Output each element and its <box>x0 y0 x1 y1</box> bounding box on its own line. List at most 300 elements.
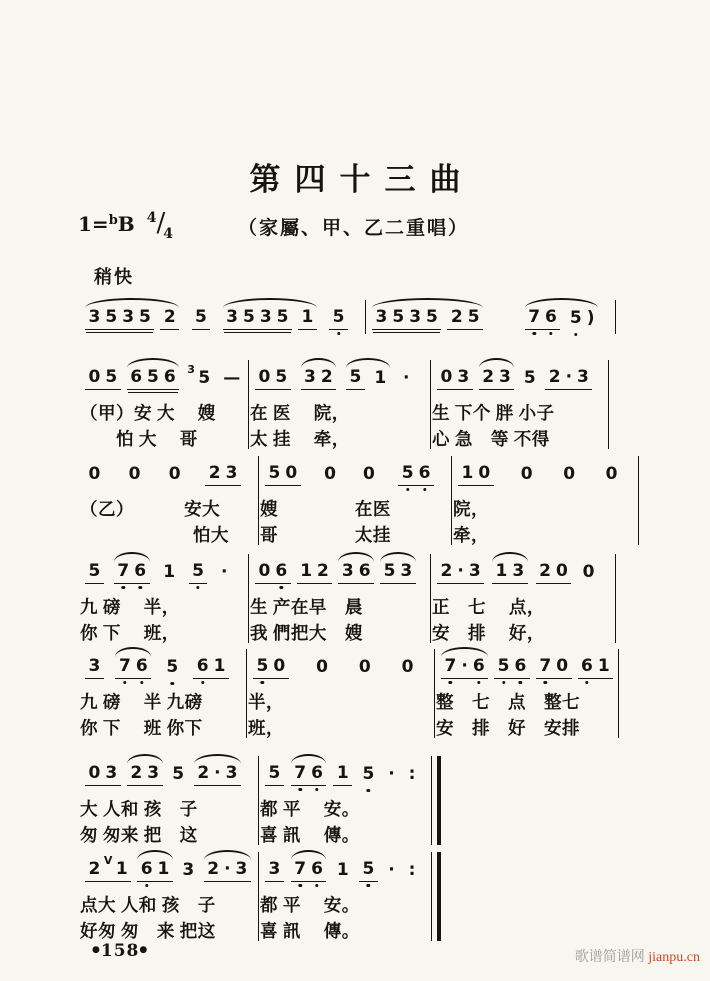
note-char: 3 <box>225 463 238 483</box>
note-char: 3 <box>457 367 470 387</box>
note-char: 2 <box>440 561 453 581</box>
slur-note-group <box>377 561 419 584</box>
watermark-site: 歌谱简谱网 <box>574 950 645 965</box>
note-char: 2 <box>163 307 176 327</box>
page-number-value: 158 <box>100 941 140 961</box>
ensemble-subtitle: （家屬、甲、乙二重唱） <box>238 218 470 239</box>
note-char: 0 <box>520 464 533 484</box>
note-char: · <box>214 763 221 783</box>
note-char: 5 <box>139 307 151 327</box>
note-token <box>205 463 241 486</box>
note-group <box>190 656 232 679</box>
lyric-cell: 都 平 安。 <box>260 895 360 915</box>
note-char: 3 <box>512 561 525 581</box>
notation-row <box>80 296 617 337</box>
measure <box>436 645 620 686</box>
note-token <box>189 561 208 584</box>
note-char: 1 <box>157 859 170 879</box>
note-token <box>602 464 621 486</box>
barline <box>246 649 247 738</box>
note-char: · <box>403 368 410 388</box>
note-char: 5 <box>268 463 281 483</box>
note-token <box>579 562 598 584</box>
note-char: 6 <box>275 561 288 581</box>
lyric-cell: 半， <box>248 692 284 712</box>
note-token <box>536 656 572 679</box>
slur-note-group <box>201 859 254 882</box>
note-token <box>398 463 434 486</box>
note-group <box>557 464 582 486</box>
note-char: · <box>457 561 464 581</box>
slur-note-group <box>369 307 486 330</box>
note-char: 5 <box>332 307 345 327</box>
note-group <box>82 763 124 786</box>
note-token <box>346 367 365 390</box>
note-char: 3 <box>122 307 135 327</box>
measure <box>80 848 260 889</box>
note-char: 5 <box>256 656 269 676</box>
barline <box>615 554 616 643</box>
note-char: 3 <box>147 763 160 783</box>
notation-row <box>80 550 617 591</box>
note-group <box>82 561 107 584</box>
note-token <box>437 561 484 584</box>
note-token <box>517 464 536 486</box>
note-char: 3 <box>375 307 388 327</box>
note-char: 5 <box>401 463 414 483</box>
measure <box>80 645 248 686</box>
note-char: 3 <box>268 859 281 879</box>
measure <box>260 752 438 793</box>
note-token <box>291 763 327 786</box>
barline <box>618 649 619 738</box>
note-token <box>253 656 289 679</box>
note-char: 2 <box>130 763 143 783</box>
note-char: 7 <box>528 307 541 327</box>
note-char: 7 <box>444 656 457 676</box>
note-token <box>525 307 561 330</box>
slur-note-group <box>124 367 183 390</box>
lyric-row-2 <box>80 823 438 848</box>
note-char: 5 <box>362 859 375 879</box>
repeat-barline <box>431 756 441 845</box>
note-char: 0 <box>358 657 371 677</box>
note-char: 5 <box>392 307 405 327</box>
note-token <box>355 657 374 679</box>
note-group <box>395 657 420 679</box>
note-group <box>533 656 575 679</box>
measure <box>80 452 260 493</box>
measure <box>250 356 432 397</box>
slur-note-group <box>298 367 340 390</box>
note-char: 6 <box>311 763 323 783</box>
lyric-cell: 都 平 安。 <box>260 799 360 819</box>
slur-note-group <box>489 561 531 584</box>
slur-note-group <box>288 859 330 882</box>
time-lower: 4 <box>163 226 173 242</box>
note-group <box>330 860 355 882</box>
lyric-cell: 院， <box>453 499 489 519</box>
lyric-cell: 生 下个 胖 小子 <box>432 403 555 423</box>
measure <box>80 356 250 397</box>
note-token <box>492 561 528 584</box>
lyric-cell: 你 下 班 你下 <box>80 718 203 738</box>
note-group <box>122 464 147 486</box>
lyric-row-1 <box>80 690 620 715</box>
note-group <box>262 859 287 882</box>
measure <box>432 550 617 591</box>
barline <box>430 360 431 449</box>
slur-note-group <box>476 367 518 390</box>
note-group <box>318 464 343 486</box>
slur-note-group <box>522 307 601 330</box>
note-token <box>359 859 378 882</box>
lyric-row-2 <box>80 427 610 452</box>
note-group <box>352 657 377 679</box>
lyric-cell: 牵， <box>453 525 489 545</box>
note-char: 7 <box>118 656 131 676</box>
note-token <box>520 368 539 390</box>
music-system-6 <box>80 752 438 848</box>
note-char: ) <box>586 308 595 328</box>
measure <box>248 645 436 686</box>
note-token <box>204 859 251 882</box>
note-char: 3 <box>409 307 422 327</box>
measure <box>260 848 438 889</box>
lyric-cell: 班， <box>248 718 284 738</box>
note-token <box>359 464 378 486</box>
note-char: 2 <box>197 763 210 783</box>
barline <box>365 300 366 334</box>
slur-note-group <box>191 763 244 786</box>
note-char: 0 <box>88 763 101 783</box>
note-group <box>82 656 107 679</box>
lyric-cell: 我 們把大 嫂 <box>250 623 363 643</box>
note-char: 7 <box>294 859 307 879</box>
measure <box>367 296 617 337</box>
lyric-cell: 大 人和 孩 子 <box>80 799 198 819</box>
lyric-cell: 九 磅 半 九磅 <box>80 692 203 712</box>
note-group <box>262 463 304 486</box>
key-note: B <box>117 212 135 236</box>
note-char: 5 <box>147 367 159 387</box>
note-char: 7 <box>294 763 307 783</box>
note-group <box>252 367 294 390</box>
note-group <box>330 763 355 786</box>
note-token <box>193 656 229 679</box>
note-char: 2 <box>450 307 463 327</box>
note-char: 1 <box>374 368 387 388</box>
note-token <box>494 656 530 679</box>
lyric-cell: 好匆 匆 来 把这 <box>80 921 216 941</box>
slur-note-group <box>111 561 153 584</box>
note-char: · <box>388 764 395 784</box>
watermark <box>575 946 700 966</box>
barline <box>615 300 616 334</box>
note-token <box>545 367 592 390</box>
measure <box>453 452 640 493</box>
note-char: 5 <box>198 368 211 388</box>
note-char: 6 <box>514 656 527 676</box>
lyric-cell: 你 下 班， <box>80 623 180 643</box>
note-group <box>310 657 335 679</box>
note-char: 0 <box>258 367 271 387</box>
note-char: 1 <box>336 860 349 880</box>
note-group <box>491 656 533 679</box>
note-token <box>560 464 579 486</box>
note-group <box>517 368 542 390</box>
slur-note-group <box>112 656 154 679</box>
note-char: 2 <box>208 463 221 483</box>
lyric-cell: 怕大 <box>80 525 229 545</box>
note-group <box>455 463 497 486</box>
note-char: 0 <box>258 561 271 581</box>
note-token <box>441 656 488 679</box>
lyric-cell: 在 医 院， <box>250 403 350 423</box>
music-system-4 <box>80 550 617 646</box>
notation-row <box>80 452 640 493</box>
note-token <box>192 307 211 330</box>
note-token <box>160 307 179 330</box>
note-token <box>380 561 416 584</box>
note-char: 3 <box>182 860 195 880</box>
note-char: 3 <box>259 307 272 327</box>
note-char: · <box>224 859 231 879</box>
note-char: 0 <box>285 463 298 483</box>
note-token <box>566 308 598 330</box>
music-system-3 <box>80 452 640 548</box>
note-char: 0 <box>362 464 375 484</box>
barline <box>258 456 259 545</box>
note-group <box>356 859 381 882</box>
note-char: 0 <box>605 464 618 484</box>
note-group <box>82 367 124 390</box>
note-token <box>297 561 333 584</box>
note-token <box>127 763 163 786</box>
note-token <box>218 562 231 584</box>
note-group <box>162 464 187 486</box>
barline <box>638 456 639 545</box>
note-token <box>372 307 441 330</box>
note-char: 0 <box>88 464 101 484</box>
measure <box>80 296 367 337</box>
note-token <box>371 368 390 390</box>
note-token <box>329 307 348 330</box>
note-group <box>182 363 217 390</box>
note-char: 3 <box>235 859 248 879</box>
note-char: 6 <box>140 859 153 879</box>
note-char: 5 <box>349 367 362 387</box>
note-char: 3 <box>499 367 511 387</box>
lyric-cell: 太 挂 牵， <box>250 429 350 449</box>
note-token <box>85 307 154 330</box>
note-token <box>321 464 340 486</box>
lyric-row-1 <box>80 893 438 918</box>
ornament-char: 3 <box>187 363 195 376</box>
note-token <box>447 307 483 330</box>
song-title: 第四十三曲 <box>249 162 475 197</box>
note-char: 5 <box>105 307 118 327</box>
note-char: 3 <box>341 561 354 581</box>
note-char: 5 <box>523 368 536 388</box>
note-char: 6 <box>135 656 148 676</box>
note-char: 5 <box>275 367 288 387</box>
note-char: 6 <box>130 367 143 387</box>
note-char: · <box>461 656 468 676</box>
note-char: 0 <box>556 656 569 676</box>
lyric-cell: 怕 大 哥 <box>80 429 198 449</box>
note-group <box>189 307 214 330</box>
time-slash: / <box>156 208 164 238</box>
note-token <box>265 763 284 786</box>
note-group <box>382 860 401 882</box>
note-char: 5 <box>242 307 255 327</box>
notation-row <box>80 848 438 889</box>
barline <box>258 756 259 845</box>
note-group <box>402 860 422 882</box>
lyric-row-1 <box>80 595 617 620</box>
note-char: 3 <box>468 561 481 581</box>
note-char: 1 <box>115 859 128 879</box>
note-char: 0 <box>273 656 286 676</box>
note-char: 1 <box>336 763 349 783</box>
note-group <box>294 561 336 584</box>
note-char: 0 <box>478 463 491 483</box>
music-system-7 <box>80 848 438 944</box>
music-system-2 <box>80 356 610 452</box>
note-char: 3 <box>577 367 589 387</box>
note-group <box>186 561 211 584</box>
slur-note-group <box>82 307 182 330</box>
note-char: 3 <box>226 307 238 327</box>
note-group <box>250 656 292 679</box>
note-group <box>514 464 539 486</box>
slur-note-group <box>343 367 393 390</box>
note-char: 0 <box>128 464 141 484</box>
note-token <box>85 854 131 882</box>
lyric-row-1 <box>80 401 610 426</box>
note-char: 2 <box>317 561 329 581</box>
note-char: 3 <box>105 763 118 783</box>
note-char: 2 <box>548 367 561 387</box>
note-token <box>85 656 104 679</box>
lyric-row-2 <box>80 523 640 548</box>
note-token <box>137 859 173 882</box>
slur-note-group <box>335 561 377 584</box>
note-token <box>85 561 104 584</box>
note-char: 3 <box>88 656 101 676</box>
note-group <box>542 367 595 390</box>
lyric-cell: （甲）安 大 嫂 <box>80 403 216 423</box>
slur-note-group <box>288 763 330 786</box>
lyric-cell: （乙） 安大 <box>80 499 221 519</box>
note-char: 7 <box>539 656 552 676</box>
note-char: 0 <box>88 367 101 387</box>
note-group <box>533 561 575 584</box>
tempo-marking: 稍快 <box>94 267 134 287</box>
note-char: 5 <box>88 561 101 581</box>
note-token <box>223 307 292 330</box>
note-token <box>479 367 515 390</box>
note-token <box>85 367 121 390</box>
note-group <box>215 562 234 584</box>
note-group <box>356 764 381 786</box>
note-token <box>458 463 494 486</box>
note-char: 5 <box>362 764 375 784</box>
note-char: — <box>223 368 241 388</box>
note-token <box>333 763 352 786</box>
note-char: 0 <box>555 561 568 581</box>
note-token <box>163 657 182 679</box>
note-char: 1 <box>300 561 313 581</box>
lyric-cell: 喜 訊 傳。 <box>260 825 360 845</box>
lyric-cell: 安 排 好， <box>432 623 545 643</box>
note-char: : <box>408 860 416 880</box>
note-token <box>333 860 352 882</box>
note-token <box>313 657 332 679</box>
note-char: 5 <box>172 764 185 784</box>
note-char: 5 <box>569 308 582 328</box>
flat-sign: b <box>108 213 118 228</box>
note-char: 6 <box>418 463 431 483</box>
note-char: 5 <box>383 561 396 581</box>
note-token <box>255 561 291 584</box>
measure <box>80 752 260 793</box>
music-system-1 <box>80 296 617 337</box>
note-token <box>437 367 473 390</box>
page-number <box>92 941 148 961</box>
note-char: 6 <box>134 561 147 581</box>
note-char: 5 <box>166 657 179 677</box>
note-char: 7 <box>117 561 130 581</box>
note-group <box>576 562 601 584</box>
lyric-cell: 九 磅 半， <box>80 597 180 617</box>
note-group <box>252 561 294 584</box>
note-char: 1 <box>163 562 176 582</box>
note-token <box>255 367 291 390</box>
lyric-cell: 点大 人和 孩 子 <box>80 895 216 915</box>
note-char: 0 <box>582 562 595 582</box>
page-number-bullet: ● <box>92 945 101 955</box>
note-group <box>434 561 487 584</box>
note-token <box>400 368 413 390</box>
barline <box>608 360 609 449</box>
repeat-barline <box>431 852 441 941</box>
note-char: · <box>388 860 395 880</box>
notation-row <box>80 356 610 397</box>
note-group <box>356 464 381 486</box>
note-token <box>165 464 184 486</box>
note-char: 1 <box>597 656 610 676</box>
lyric-cell: 喜 訊 傳。 <box>260 921 360 941</box>
note-token <box>291 859 327 882</box>
note-char: 1 <box>495 561 508 581</box>
note-group <box>166 764 191 786</box>
note-token <box>179 860 198 882</box>
music-system-5 <box>80 645 620 741</box>
note-token <box>220 368 244 390</box>
note-group <box>397 368 416 390</box>
note-char: 1 <box>301 307 314 327</box>
note-token <box>85 763 121 786</box>
lyric-cell: 嫂 在医 <box>260 499 391 519</box>
note-group <box>82 464 107 486</box>
note-group <box>217 368 247 390</box>
note-token <box>265 859 284 882</box>
note-group <box>82 854 134 882</box>
time-upper: 4 <box>146 210 157 226</box>
note-char: 3 <box>400 561 413 581</box>
